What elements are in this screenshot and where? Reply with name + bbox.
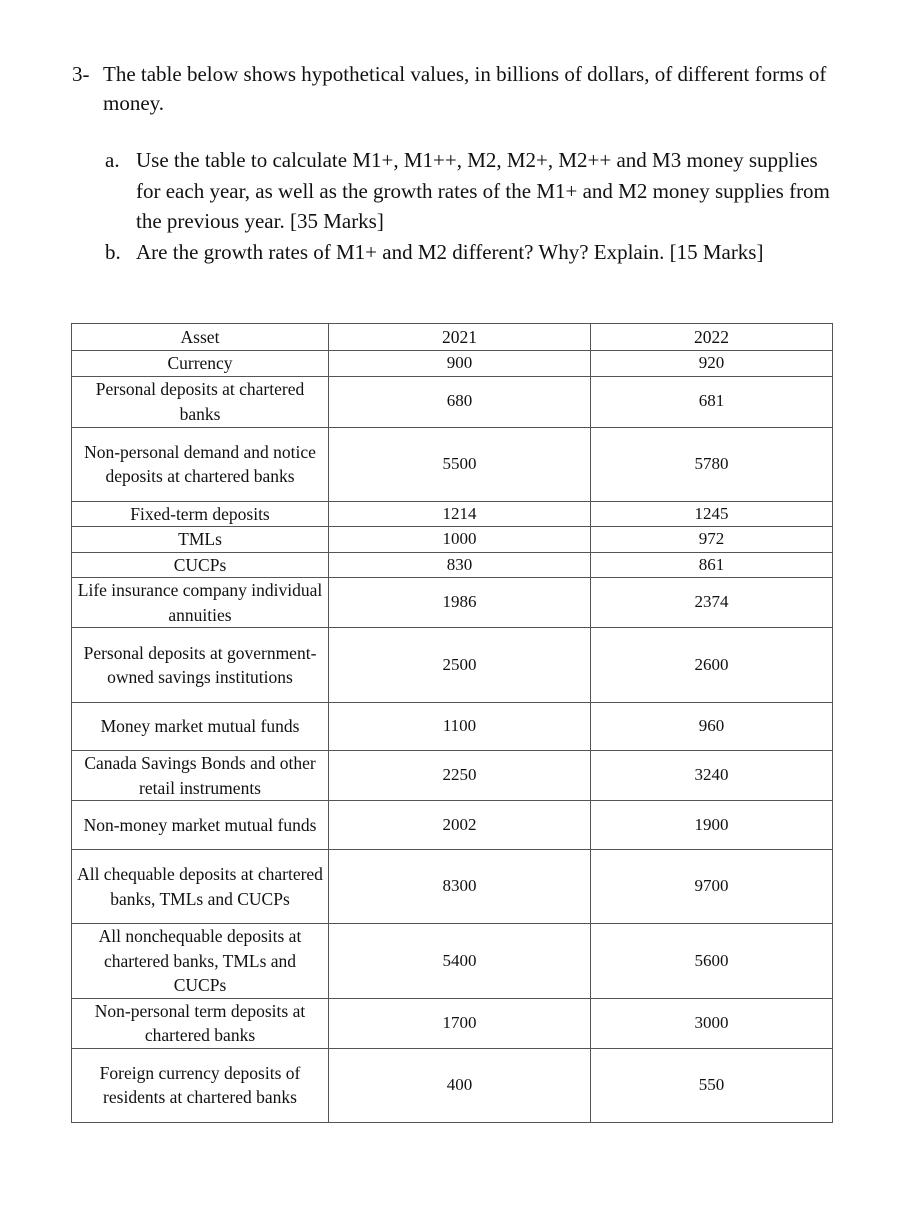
table-row — [72, 578, 833, 628]
part-b-label: b. — [105, 239, 121, 264]
asset-cell: Fixed-term deposits — [72, 501, 329, 527]
value-2022-cell: 960 — [591, 703, 833, 751]
table-row — [72, 751, 833, 801]
asset-cell: Foreign currency deposits of residents at chartered banks — [72, 1048, 329, 1122]
part-b-text: Are the growth rates of M1+ and M2 different? Why? Explain. [15 Marks] — [136, 239, 764, 264]
table-row — [72, 628, 833, 703]
value-2021-cell: 5400 — [329, 924, 591, 999]
value-2021-cell: 5500 — [329, 427, 591, 501]
asset-cell: All chequable deposits at chartered banks, TMLs and CUCPs — [72, 850, 329, 924]
asset-cell: Non-personal term deposits at chartered banks — [72, 998, 329, 1048]
value-2021-cell: 1100 — [329, 703, 591, 751]
asset-cell: Canada Savings Bonds and other retail instruments — [72, 751, 329, 801]
value-2021-cell: 2500 — [329, 628, 591, 703]
header-2021: 2021 — [329, 324, 591, 351]
asset-cell: Personal deposits at chartered banks — [72, 376, 329, 427]
value-2022-cell: 2600 — [591, 628, 833, 703]
question-number: 3- — [72, 62, 90, 86]
value-2021-cell: 1000 — [329, 527, 591, 553]
value-2022-cell: 2374 — [591, 578, 833, 628]
value-2022-cell: 1900 — [591, 801, 833, 850]
value-2022-cell: 9700 — [591, 850, 833, 924]
table-row — [72, 850, 833, 924]
part-a-label: a. — [105, 148, 120, 172]
value-2022-cell: 1245 — [591, 501, 833, 527]
value-2021-cell: 830 — [329, 552, 591, 578]
value-2022-cell: 5780 — [591, 427, 833, 501]
table-header-row — [72, 324, 833, 351]
asset-cell: Money market mutual funds — [72, 703, 329, 751]
asset-cell: Currency — [72, 351, 329, 377]
table-row — [72, 427, 833, 501]
value-2022-cell: 3000 — [591, 998, 833, 1048]
value-2022-cell: 681 — [591, 376, 833, 427]
value-2022-cell: 861 — [591, 552, 833, 578]
table-row — [72, 703, 833, 751]
table-row — [72, 552, 833, 578]
table-row — [72, 924, 833, 999]
value-2021-cell: 900 — [329, 351, 591, 377]
value-2021-cell: 2250 — [329, 751, 591, 801]
asset-cell: Life insurance company individual annuities — [72, 578, 329, 628]
value-2021-cell: 680 — [329, 376, 591, 427]
asset-cell: TMLs — [72, 527, 329, 553]
question-text: The table below shows hypothetical values, in billions of dollars, of different forms of money. — [103, 62, 827, 115]
value-2022-cell: 972 — [591, 527, 833, 553]
table-row — [72, 376, 833, 427]
question-header — [72, 60, 872, 118]
part-a — [105, 145, 840, 237]
header-asset: Asset — [72, 324, 329, 351]
question-block — [72, 60, 872, 267]
asset-cell: Non-personal demand and notice deposits at chartered banks — [72, 427, 329, 501]
asset-cell: Non-money market mutual funds — [72, 801, 329, 850]
value-2021-cell: 400 — [329, 1048, 591, 1122]
asset-cell: All nonchequable deposits at chartered banks, TMLs and CUCPs — [72, 924, 329, 999]
header-2022: 2022 — [591, 324, 833, 351]
table-row — [72, 998, 833, 1048]
part-b — [105, 237, 840, 268]
table-row — [72, 527, 833, 553]
table-row — [72, 351, 833, 377]
table-row — [72, 1048, 833, 1122]
value-2021-cell: 8300 — [329, 850, 591, 924]
value-2021-cell: 1986 — [329, 578, 591, 628]
question-parts — [105, 145, 840, 267]
value-2021-cell: 2002 — [329, 801, 591, 850]
value-2022-cell: 550 — [591, 1048, 833, 1122]
part-a-text: Use the table to calculate M1+, M1++, M2, M2+, M2++ and M3 money supplies for each year, as well as the growth rates of the M1+ and M2 money supplies from the previous year. [35 Marks] — [136, 148, 830, 233]
value-2021-cell: 1214 — [329, 501, 591, 527]
asset-cell: CUCPs — [72, 552, 329, 578]
value-2022-cell: 5600 — [591, 924, 833, 999]
value-2022-cell: 3240 — [591, 751, 833, 801]
value-2022-cell: 920 — [591, 351, 833, 377]
table-row — [72, 801, 833, 850]
money-forms-table — [71, 323, 833, 1123]
value-2021-cell: 1700 — [329, 998, 591, 1048]
table-row — [72, 501, 833, 527]
asset-cell: Personal deposits at government-owned savings institutions — [72, 628, 329, 703]
